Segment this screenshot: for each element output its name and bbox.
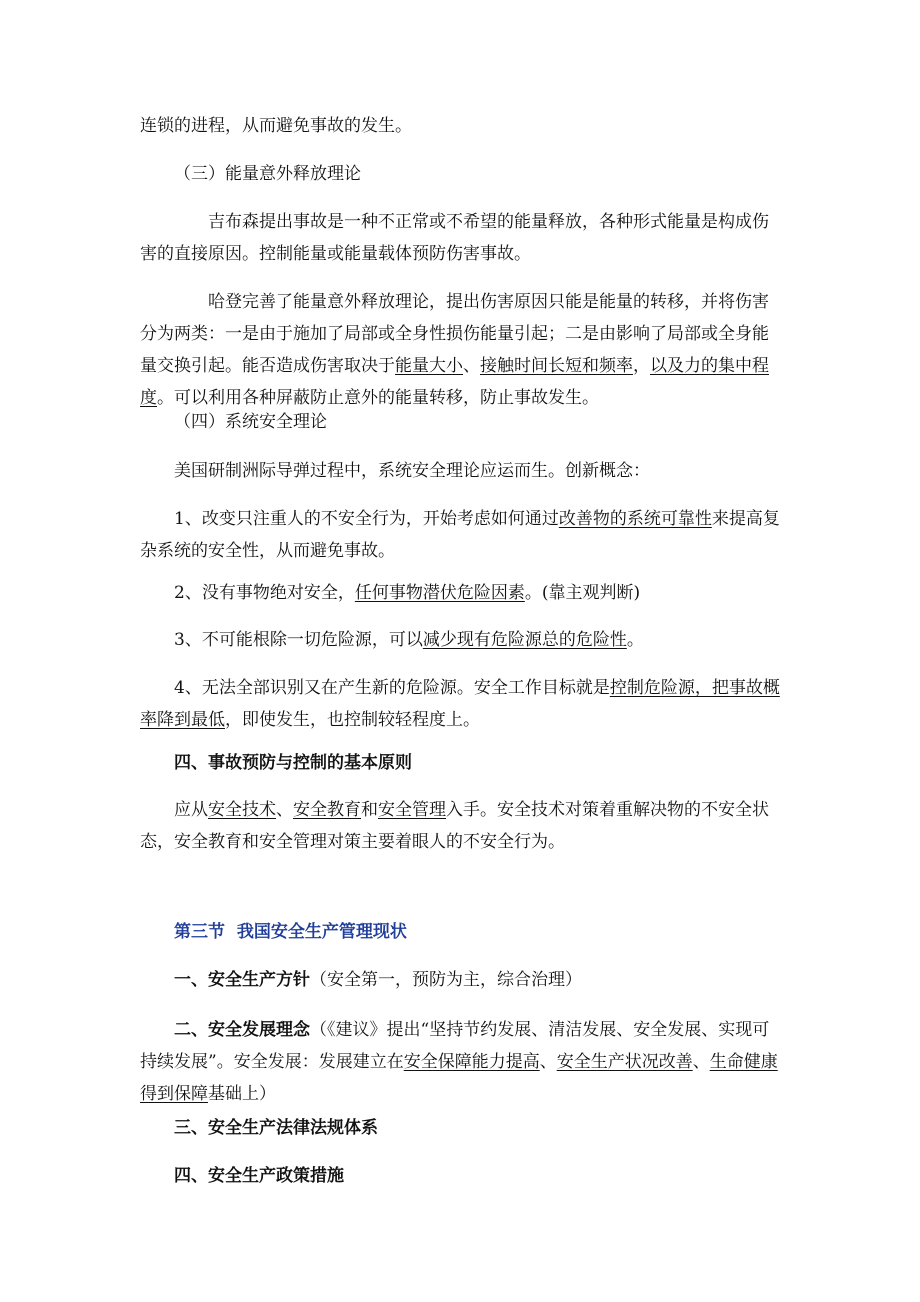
heading-policy-measures: 四、安全生产政策措施	[174, 1166, 344, 1186]
paragraph-gibson: 吉布森提出事故是一种不正常或不希望的能量释放，各种形式能量是构成伤害的直接原因。控制能量或能量载体预防伤害事故。	[140, 212, 769, 264]
list-item-4: 4、无法全部识别又在产生新的危险源。安全工作目标就是控制危险源，把事故概率降到最低，即使发生，也控制较轻程度上。	[140, 678, 780, 730]
subheading-system-safety-theory: （四）系统安全理论	[174, 412, 327, 432]
list-item-2: 2、没有事物绝对安全，任何事物潜伏危险因素。(靠主观判断)	[174, 583, 641, 603]
heading-safety-development: 二、安全发展理念（《建议》提出“坚持节约发展、清洁发展、安全发展、实现可持续发展”。安全发展：发展建立在安全保障能力提高、安全生产状况改善、生命健康得到保障基础上）	[140, 1020, 778, 1104]
paragraph-chain-end: 连锁的进程，从而避免事故的发生。	[140, 116, 412, 136]
paragraph-haddon: 哈登完善了能量意外释放理论，提出伤害原因只能是能量的转移，并将伤害分为两类：一是由于施加了局部或全身性损伤能量引起；二是由影响了局部或全身能量交换引起。能否造成伤害取决于能量大小、接触时间长短和频率，以及力的集中程度。可以利用各种屏蔽防止意外的能量转移，防止事故发生。	[140, 292, 769, 408]
heading-legal-system: 三、安全生产法律法规体系	[174, 1118, 378, 1138]
subheading-energy-release-theory: （三）能量意外释放理论	[174, 164, 361, 184]
heading-safety-policy: 一、安全生产方针（安全第一，预防为主，综合治理）	[174, 970, 582, 990]
list-item-1: 1、改变只注重人的不安全行为，开始考虑如何通过改善物的系统可靠性来提高复杂系统的安全性，从而避免事故。	[140, 509, 780, 561]
paragraph-prevention-principles: 应从安全技术、安全教育和安全管理入手。安全技术对策着重解决物的不安全状态，安全教育和安全管理对策主要着眼人的不安全行为。	[140, 800, 769, 852]
list-item-3: 3、不可能根除一切危险源，可以减少现有危险源总的危险性。	[174, 630, 644, 650]
paragraph-system-safety-intro: 美国研制洲际导弹过程中，系统安全理论应运而生。创新概念：	[174, 461, 650, 481]
heading-prevention-principles: 四、事故预防与控制的基本原则	[174, 753, 412, 773]
section-title-chapter3: 第三节 我国安全生产管理现状	[174, 922, 407, 942]
